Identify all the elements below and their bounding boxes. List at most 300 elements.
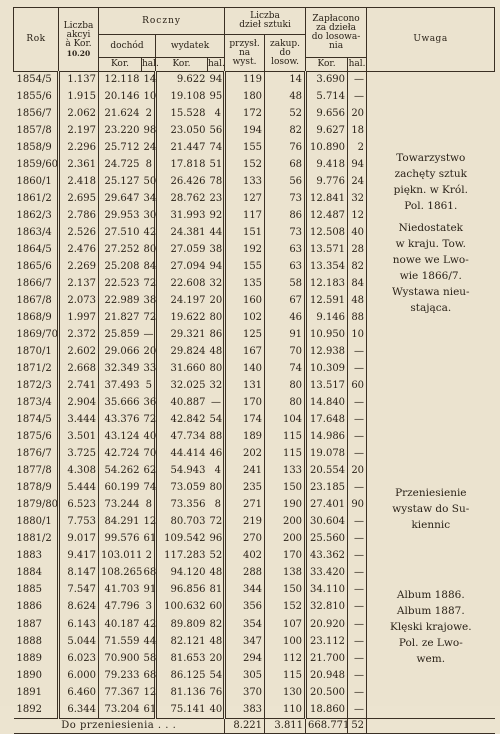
cell-wydatek-hal: 4	[208, 463, 225, 480]
cell-zaplacono-hal: —	[354, 567, 365, 579]
cell-wydatek-hal: —	[208, 395, 225, 412]
cell-zaplacono-hal: 40	[351, 227, 365, 239]
cell-zakup: 115	[265, 429, 306, 446]
header-zaplacono-line2: za dzieła	[316, 22, 357, 33]
cell-dochod-kor: 27.510	[104, 227, 140, 239]
cell-zaplacono-kor: 9.146	[306, 310, 348, 327]
uwaga-note-line: stająca.	[410, 301, 452, 314]
cell-dochod-kor: 77.367	[104, 686, 140, 698]
cell-wydatek-hal: 8	[208, 497, 225, 514]
cell-wydatek-kor: 19.108	[170, 91, 206, 103]
total-przysl: 8.221	[225, 719, 265, 734]
cell-wydatek-hal: 48	[208, 633, 225, 650]
cell-dochod-kor: 79.233	[104, 669, 140, 681]
ledger-body	[14, 72, 495, 719]
cell-zaplacono-kor: 33.420	[306, 565, 348, 582]
cell-dochod-kor: 84.291	[104, 516, 140, 528]
cell-akcje: 2.602	[59, 344, 99, 361]
uwaga-note-line: wie 1866/7.	[399, 269, 462, 282]
cell-akcje: 1.137	[59, 72, 99, 89]
cell-wydatek-kor: 26.426	[170, 176, 206, 188]
cell-zaplacono-hal: 12	[351, 210, 365, 222]
cell-rok: 1856/7	[14, 106, 59, 123]
cell-rok: 1887	[14, 616, 59, 633]
cell-dochod-hal: 42	[142, 616, 156, 633]
cell-rok: 1858/9	[14, 140, 59, 157]
cell-wydatek-hal: 96	[208, 531, 225, 548]
cell-akcje: 8.624	[59, 599, 99, 616]
cell-dochod-kor: 70.900	[104, 652, 140, 664]
cell-przysl: 127	[225, 191, 265, 208]
cell-zaplacono-hal: 94	[351, 159, 365, 171]
cell-akcje: 2.741	[59, 378, 99, 395]
cell-przysl: 235	[225, 480, 265, 497]
cell-akcje: 9.417	[59, 548, 99, 565]
cell-rok: 1873/4	[14, 395, 59, 412]
cell-zakup: 150	[265, 480, 306, 497]
cell-zaplacono-hal: 88	[351, 312, 365, 324]
cell-dochod-kor: 21.624	[104, 108, 140, 120]
cell-wydatek-hal: 40	[208, 701, 225, 718]
cell-dochod-kor: 71.559	[104, 635, 140, 647]
cell-rok: 1884	[14, 565, 59, 582]
cell-wydatek-kor: 82.121	[170, 635, 206, 647]
header-przysl-line1: przysł.	[229, 38, 260, 49]
cell-zakup: 152	[265, 599, 306, 616]
cell-dochod-kor: 108.265	[101, 567, 143, 579]
cell-akcje: 3.444	[59, 412, 99, 429]
cell-wydatek-kor: 80.703	[170, 516, 206, 528]
cell-dochod-kor: 20.146	[104, 91, 140, 103]
cell-zaplacono-hal: —	[354, 431, 365, 443]
cell-zaplacono-kor: 12.183	[306, 276, 348, 293]
cell-przysl: 370	[225, 684, 265, 701]
cell-dochod-hal: 50	[142, 174, 156, 191]
cell-zaplacono-hal: 90	[351, 499, 365, 511]
cell-wydatek-kor: 73.059	[170, 482, 206, 494]
header-zaplacono-kor: Kor.	[306, 58, 348, 72]
cell-akcje: 2.062	[59, 106, 99, 123]
cell-rok: 1865/6	[14, 259, 59, 276]
cell-przysl: 119	[225, 72, 265, 89]
cell-dochod-hal: 24	[142, 140, 156, 157]
cell-rok: 1881/2	[14, 531, 59, 548]
cell-rok: 1859/60	[14, 157, 59, 174]
header-akcje-line1: Liczba	[63, 20, 94, 31]
cell-wydatek-hal: 72	[208, 514, 225, 531]
cell-dochod-hal: 14	[142, 72, 156, 89]
cell-zaplacono-hal: 82	[351, 261, 365, 273]
cell-wydatek-kor: 40.887	[170, 397, 206, 409]
header-zaplacono	[306, 8, 367, 58]
cell-dochod-hal: 84	[142, 259, 156, 276]
cell-zakup: 200	[265, 514, 306, 531]
cell-dochod-hal: 70	[142, 446, 156, 463]
cell-zaplacono-hal: —	[354, 397, 365, 409]
cell-zaplacono-kor: 9.627	[306, 123, 348, 140]
cell-zaplacono-kor: 20.500	[306, 684, 348, 701]
cell-wydatek-kor: 21.447	[170, 142, 206, 154]
table-row	[14, 72, 495, 89]
cell-rok: 1863/4	[14, 225, 59, 242]
cell-dochod-kor: 22.989	[104, 295, 140, 307]
header-akcje-line2: akcyi	[66, 29, 91, 40]
cell-dochod-hal: 68	[142, 565, 156, 582]
cell-dochod-hal: 10	[142, 89, 156, 106]
cell-zaplacono-kor: 12.487	[306, 208, 348, 225]
cell-wydatek-kor: 100.632	[164, 601, 206, 613]
cell-wydatek-kor: 31.993	[170, 210, 206, 222]
cell-wydatek-kor: 54.943	[170, 465, 206, 477]
cell-przysl: 354	[225, 616, 265, 633]
cell-dochod-kor: 32.349	[104, 363, 140, 375]
cell-rok: 1885	[14, 582, 59, 599]
cell-dochod-hal: 98	[142, 123, 156, 140]
cell-rok: 1855/6	[14, 89, 59, 106]
cell-dochod-hal: 8	[142, 157, 156, 174]
cell-dochod-kor: 35.666	[104, 397, 140, 409]
header-przysl-line2: na	[238, 47, 251, 58]
uwaga-note-line: zachęty sztuk	[394, 168, 467, 181]
cell-akcje: 2.137	[59, 276, 99, 293]
cell-przysl: 155	[225, 259, 265, 276]
cell-zakup: 58	[265, 276, 306, 293]
cell-rok: 1875/6	[14, 429, 59, 446]
cell-zakup: 138	[265, 565, 306, 582]
cell-akcje: 2.269	[59, 259, 99, 276]
cell-zakup: 56	[265, 174, 306, 191]
cell-dochod-hal: 80	[142, 242, 156, 259]
header-zakup	[265, 35, 306, 72]
cell-zakup: 63	[265, 259, 306, 276]
cell-rok: 1870/1	[14, 344, 59, 361]
cell-dochod-hal: —	[142, 327, 156, 344]
cell-rok: 1864/5	[14, 242, 59, 259]
uwaga-column	[367, 72, 495, 719]
cell-zaplacono-hal: 48	[351, 295, 365, 307]
cell-zaplacono-hal: —	[354, 414, 365, 426]
total-uwaga-blank	[367, 719, 495, 734]
cell-akcje: 1.915	[59, 89, 99, 106]
cell-zaplacono-kor: 21.700	[306, 650, 348, 667]
header-wydatek: wydatek	[156, 35, 225, 58]
cell-wydatek-kor: 23.050	[170, 125, 206, 137]
header-rok: Rok	[14, 8, 59, 72]
cell-zaplacono-kor: 13.517	[306, 378, 348, 395]
cell-wydatek-kor: 15.528	[170, 108, 206, 120]
cell-zaplacono-hal: —	[354, 74, 365, 86]
cell-dochod-kor: 43.124	[104, 431, 140, 443]
cell-zakup: 80	[265, 378, 306, 395]
cell-akcje: 5.044	[59, 633, 99, 650]
cell-wydatek-hal: 82	[208, 616, 225, 633]
cell-rok: 1861/2	[14, 191, 59, 208]
cell-akcje: 2.786	[59, 208, 99, 225]
cell-wydatek-kor: 109.542	[164, 533, 206, 545]
cell-przysl: 170	[225, 395, 265, 412]
cell-akcje: 7.753	[59, 514, 99, 531]
uwaga-note-line: Wystawa nieu-	[392, 285, 470, 298]
cell-zaplacono-kor: 43.362	[306, 548, 348, 565]
cell-zakup: 73	[265, 225, 306, 242]
header-przysl	[225, 35, 265, 72]
header-akcje	[59, 8, 99, 72]
cell-wydatek-hal: 81	[208, 582, 225, 599]
cell-zaplacono-hal: —	[354, 363, 365, 375]
cell-zakup: 74	[265, 361, 306, 378]
cell-zaplacono-kor: 10.890	[306, 140, 348, 157]
cell-dochod-kor: 29.647	[104, 193, 140, 205]
cell-przysl: 192	[225, 242, 265, 259]
cell-przysl: 271	[225, 497, 265, 514]
cell-wydatek-kor: 89.809	[170, 618, 206, 630]
cell-wydatek-hal: 94	[208, 259, 225, 276]
cell-wydatek-hal: 92	[208, 208, 225, 225]
header-zaplacono-line3: do losowa-	[311, 31, 361, 42]
cell-akcje: 6.523	[59, 497, 99, 514]
cell-zakup: 68	[265, 157, 306, 174]
cell-przysl: 344	[225, 582, 265, 599]
cell-akcje: 2.668	[59, 361, 99, 378]
cell-wydatek-kor: 44.414	[170, 448, 206, 460]
cell-rok: 1892	[14, 701, 59, 718]
cell-zaplacono-hal: —	[354, 91, 365, 103]
cell-przysl: 241	[225, 463, 265, 480]
cell-wydatek-kor: 27.094	[170, 261, 206, 273]
cell-wydatek-hal: 94	[208, 72, 225, 89]
cell-wydatek-hal: 4	[208, 106, 225, 123]
header-akcje-line3: à Kor.	[65, 38, 92, 49]
uwaga-note-line: nowe we Lwo-	[392, 253, 469, 266]
cell-akcje: 6.460	[59, 684, 99, 701]
cell-dochod-hal: 72	[142, 276, 156, 293]
cell-dochod-hal: 33	[142, 361, 156, 378]
cell-wydatek-kor: 94.120	[170, 567, 206, 579]
cell-zakup: 52	[265, 106, 306, 123]
cell-rok: 1890	[14, 667, 59, 684]
cell-zaplacono-kor: 20.554	[306, 463, 348, 480]
cell-wydatek-hal: 32	[208, 276, 225, 293]
cell-wydatek-kor: 24.381	[170, 227, 206, 239]
cell-dochod-kor: 40.187	[104, 618, 140, 630]
cell-dochod-hal: 74	[142, 480, 156, 497]
cell-zakup: 100	[265, 633, 306, 650]
cell-przysl: 102	[225, 310, 265, 327]
cell-przysl: 288	[225, 565, 265, 582]
cell-przysl: 356	[225, 599, 265, 616]
cell-zaplacono-kor: 9.418	[306, 157, 348, 174]
cell-przysl: 167	[225, 344, 265, 361]
cell-wydatek-hal: 32	[208, 378, 225, 395]
cell-zaplacono-kor: 13.571	[306, 242, 348, 259]
cell-zaplacono-hal: —	[354, 635, 365, 647]
cell-przysl: 194	[225, 123, 265, 140]
cell-zaplacono-hal: —	[354, 601, 365, 613]
cell-zakup: 200	[265, 531, 306, 548]
cell-zaplacono-kor: 12.591	[306, 293, 348, 310]
cell-wydatek-hal: 44	[208, 225, 225, 242]
cell-dochod-hal: 12	[142, 684, 156, 701]
cell-akcje: 2.296	[59, 140, 99, 157]
cell-rok: 1869/70	[14, 327, 59, 344]
cell-akcje: 2.418	[59, 174, 99, 191]
uwaga-note-line: Pol. ze Lwo-	[398, 637, 463, 650]
cell-dochod-hal: 5	[142, 378, 156, 395]
cell-zaplacono-kor: 10.309	[306, 361, 348, 378]
cell-dochod-hal: 44	[142, 633, 156, 650]
cell-dochod-hal: 30	[142, 208, 156, 225]
cell-zaplacono-hal: —	[354, 669, 365, 681]
cell-dochod-kor: 99.576	[104, 533, 140, 545]
cell-wydatek-kor: 96.856	[170, 584, 206, 596]
cell-zakup: 63	[265, 242, 306, 259]
cell-przysl: 140	[225, 361, 265, 378]
cell-wydatek-hal: 74	[208, 140, 225, 157]
header-dochod-hal: hal.	[142, 58, 156, 72]
cell-wydatek-hal: 20	[208, 650, 225, 667]
cell-dochod-hal: 20	[142, 344, 156, 361]
header-zakup-line3: losow.	[271, 56, 299, 67]
cell-zaplacono-kor: 12.841	[306, 191, 348, 208]
header-wydatek-hal: hal.	[208, 58, 225, 72]
uwaga-note-line: Pol. 1861.	[404, 200, 458, 213]
cell-akcje: 2.526	[59, 225, 99, 242]
cell-akcje: 3.501	[59, 429, 99, 446]
uwaga-note-line: kiennic	[411, 519, 451, 532]
cell-akcje: 6.023	[59, 650, 99, 667]
cell-wydatek-hal: 80	[208, 480, 225, 497]
cell-zakup: 14	[265, 72, 306, 89]
uwaga-note-line: wem.	[416, 653, 446, 666]
cell-rok: 1872/3	[14, 378, 59, 395]
cell-zaplacono-hal: 24	[351, 176, 365, 188]
cell-wydatek-kor: 17.818	[170, 159, 206, 171]
cell-przysl: 180	[225, 89, 265, 106]
header-uwaga: Uwaga	[367, 8, 495, 72]
cell-zaplacono-hal: —	[354, 346, 365, 358]
total-zaplacono-kor: 668.771	[306, 719, 348, 734]
cell-rok: 1877/8	[14, 463, 59, 480]
cell-dochod-hal: 34	[142, 191, 156, 208]
header-przysl-line3: wyst.	[232, 56, 257, 67]
total-zaplacono-hal: 52	[348, 719, 367, 734]
cell-zaplacono-kor: 23.112	[306, 633, 348, 650]
cell-dochod-kor: 73.244	[104, 499, 140, 511]
cell-akcje: 7.547	[59, 582, 99, 599]
cell-rok: 1871/2	[14, 361, 59, 378]
total-label: Do przeniesienia . . .	[14, 719, 225, 734]
cell-dochod-kor: 54.262	[104, 465, 140, 477]
cell-wydatek-kor: 32.025	[170, 380, 206, 392]
cell-zaplacono-hal: 20	[351, 108, 365, 120]
cell-zakup: 115	[265, 667, 306, 684]
cell-zaplacono-hal: —	[354, 516, 365, 528]
cell-dochod-kor: 23.220	[104, 125, 140, 137]
cell-rok: 1867/8	[14, 293, 59, 310]
cell-zaplacono-kor: 20.920	[306, 616, 348, 633]
header-roczny: Roczny	[99, 8, 225, 35]
cell-wydatek-kor: 9.622	[176, 74, 206, 86]
cell-wydatek-kor: 28.762	[170, 193, 206, 205]
cell-wydatek-hal: 52	[208, 548, 225, 565]
cell-wydatek-hal: 88	[208, 429, 225, 446]
cell-wydatek-hal: 48	[208, 344, 225, 361]
cell-dochod-kor: 47.796	[104, 601, 140, 613]
cell-przysl: 174	[225, 412, 265, 429]
cell-zakup: 67	[265, 293, 306, 310]
cell-przysl: 270	[225, 531, 265, 548]
cell-wydatek-hal: 46	[208, 446, 225, 463]
cell-rok: 1862/3	[14, 208, 59, 225]
cell-zaplacono-kor: 14.840	[306, 395, 348, 412]
cell-akcje: 5.444	[59, 480, 99, 497]
cell-zaplacono-kor: 32.810	[306, 599, 348, 616]
cell-zaplacono-hal: —	[354, 686, 365, 698]
header-dziel-line1: Liczba	[250, 11, 280, 21]
cell-zaplacono-hal: —	[354, 703, 365, 715]
cell-dochod-hal: 36	[142, 395, 156, 412]
cell-wydatek-kor: 29.824	[170, 346, 206, 358]
uwaga-note-line: piękn. w Król.	[393, 184, 468, 197]
cell-rok: 1868/9	[14, 310, 59, 327]
cell-dochod-kor: 22.523	[104, 278, 140, 290]
cell-zaplacono-kor: 9.776	[306, 174, 348, 191]
cell-akcje: 2.073	[59, 293, 99, 310]
cell-rok: 1866/7	[14, 276, 59, 293]
cell-przysl: 133	[225, 174, 265, 191]
cell-przysl: 172	[225, 106, 265, 123]
uwaga-note-line: Album 1887.	[396, 605, 465, 618]
cell-wydatek-hal: 80	[208, 310, 225, 327]
cell-dochod-hal: 12	[142, 514, 156, 531]
cell-zaplacono-hal: —	[354, 652, 365, 664]
cell-zakup: 130	[265, 684, 306, 701]
cell-akcje: 2.904	[59, 395, 99, 412]
uwaga-note-line: Przeniesienie	[395, 487, 467, 500]
cell-zaplacono-hal: —	[354, 448, 365, 460]
cell-przysl: 135	[225, 276, 265, 293]
cell-akcje: 6.000	[59, 667, 99, 684]
cell-rok: 1860/1	[14, 174, 59, 191]
uwaga-note-line: w kraju. Tow.	[395, 237, 466, 250]
uwaga-note	[367, 150, 495, 214]
cell-wydatek-hal: 51	[208, 157, 225, 174]
cell-akcje: 1.997	[59, 310, 99, 327]
cell-zakup: 115	[265, 446, 306, 463]
cell-akcje: 2.695	[59, 191, 99, 208]
cell-przysl: 383	[225, 701, 265, 718]
cell-zaplacono-kor: 17.648	[306, 412, 348, 429]
total-zakup: 3.811	[265, 719, 306, 734]
cell-zakup: 170	[265, 548, 306, 565]
cell-dochod-kor: 24.725	[104, 159, 140, 171]
cell-zaplacono-hal: —	[354, 618, 365, 630]
cell-zaplacono-kor: 23.185	[306, 480, 348, 497]
cell-zaplacono-kor: 12.938	[306, 344, 348, 361]
header-akcje-line4: 10.20	[66, 48, 91, 58]
cell-wydatek-kor: 24.197	[170, 295, 206, 307]
cell-zaplacono-kor: 20.948	[306, 667, 348, 684]
header-wydatek-kor: Kor.	[156, 58, 208, 72]
cell-rok: 1854/5	[14, 72, 59, 89]
cell-dochod-kor: 29.953	[104, 210, 140, 222]
header-dochod: dochód	[99, 35, 156, 58]
cell-wydatek-hal: 54	[208, 412, 225, 429]
cell-akcje: 3.725	[59, 446, 99, 463]
cell-przysl: 202	[225, 446, 265, 463]
cell-zakup: 76	[265, 140, 306, 157]
cell-zakup: 82	[265, 123, 306, 140]
